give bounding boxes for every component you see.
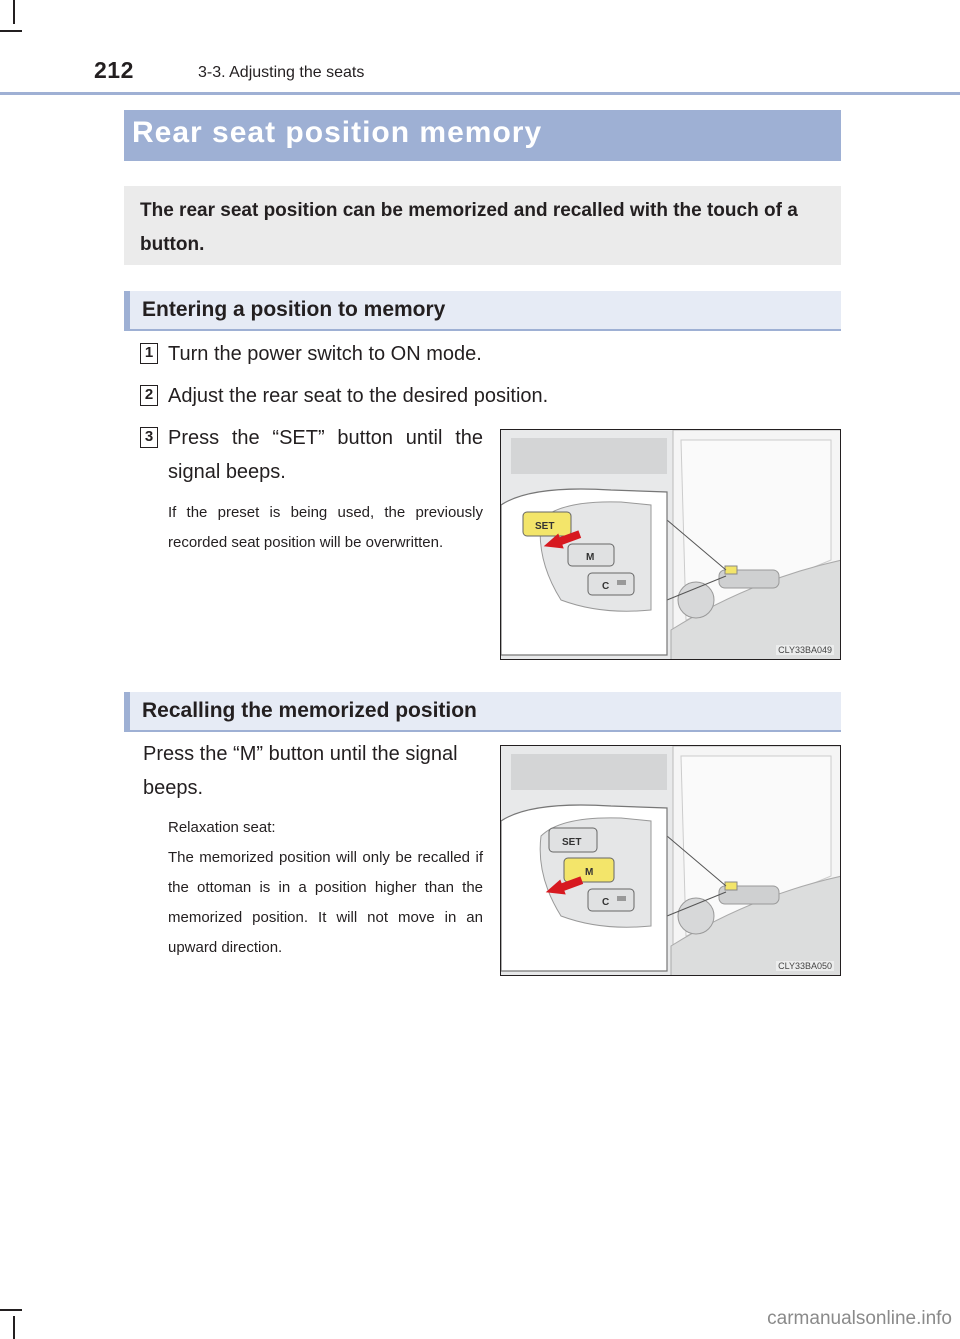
crop-mark xyxy=(0,1309,22,1311)
set-button-label: SET xyxy=(562,837,582,848)
note-title: Relaxation seat: xyxy=(168,819,276,836)
door-panel-illustration xyxy=(501,430,841,660)
step-number: 3 xyxy=(140,427,158,448)
set-button-label: SET xyxy=(535,521,555,532)
step-text: Turn the power switch to ON mode. xyxy=(168,343,482,365)
m-button-label: M xyxy=(586,552,595,563)
section-heading-text: Recalling the memorized position xyxy=(142,699,477,722)
figure-set-button xyxy=(500,429,841,660)
step-text: Press the “SET” button until the signal beeps. xyxy=(168,427,483,483)
m-button-label: M xyxy=(585,867,594,878)
section-heading-recalling xyxy=(124,692,841,732)
figure-code: CLY33BA049 xyxy=(778,645,832,655)
page-title-bar xyxy=(124,110,841,161)
section-heading-text: Entering a position to memory xyxy=(142,298,446,321)
c-button-label: C xyxy=(602,897,610,908)
figure-code: CLY33BA050 xyxy=(778,961,832,971)
page-title: Rear seat position memory xyxy=(132,116,543,149)
c-button-label: C xyxy=(602,581,610,592)
instruction-text: Press the “M” button until the signal beeps. xyxy=(143,743,458,799)
section-heading-entering xyxy=(124,291,841,331)
crop-mark xyxy=(0,30,22,32)
intro-text: The rear seat position can be memorized and recalled with the touch of a button. xyxy=(140,200,798,255)
figure-m-button xyxy=(500,745,841,976)
crop-mark xyxy=(13,0,15,24)
step-text: Adjust the rear seat to the desired position. xyxy=(168,385,549,407)
page-number: 212 xyxy=(94,57,134,83)
header-rule xyxy=(0,92,960,95)
watermark: carmanualsonline.info xyxy=(767,1308,952,1329)
door-panel-illustration xyxy=(501,746,841,976)
intro-box xyxy=(124,186,841,265)
section-reference: 3-3. Adjusting the seats xyxy=(198,64,365,81)
step-number: 2 xyxy=(140,385,158,406)
step-number: 1 xyxy=(140,343,158,364)
note-text: The memorized position will only be recalled if the ottoman is in a position higher than the memorized position. It will not move in an upward direction. xyxy=(168,849,483,956)
note-text: If the preset is being used, the previously recorded seat position will be overwritten. xyxy=(168,504,483,551)
crop-mark xyxy=(13,1316,15,1339)
